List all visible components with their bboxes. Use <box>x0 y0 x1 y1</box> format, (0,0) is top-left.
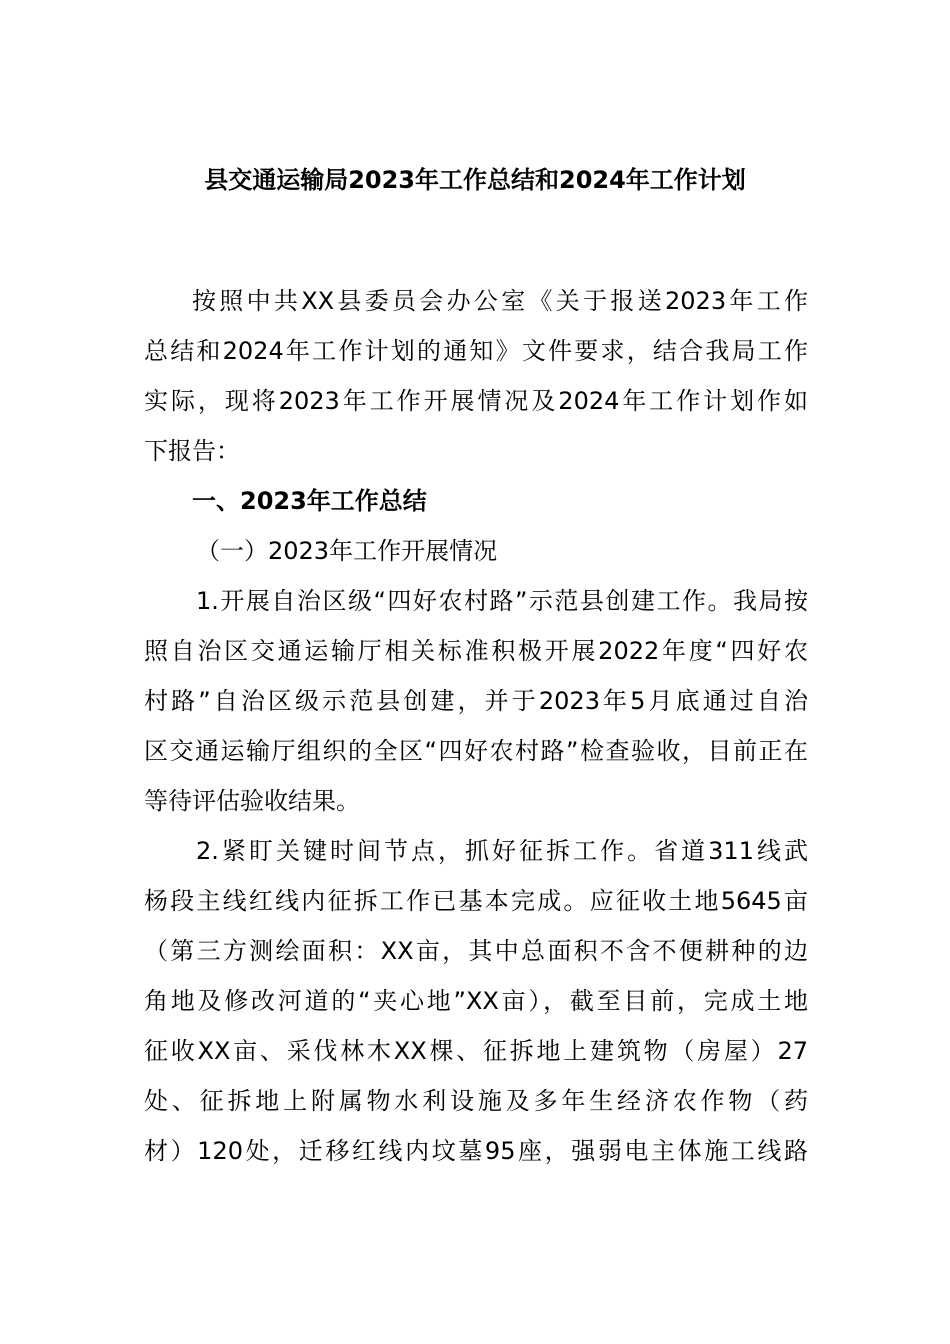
paragraph-line: 处、征拆地上附属物水利设施及多年生经济农作物（药 <box>144 1087 808 1115</box>
paragraph-line: 总结和2024年工作计划的通知》文件要求，结合我局工作 <box>144 337 808 365</box>
paragraph-line: 按照中共XX县委员会办公室《关于报送2023年工作 <box>192 287 808 315</box>
paragraph-line: 下报告： <box>144 437 240 465</box>
document-title: 县交通运输局2023年工作总结和2024年工作计划 <box>204 166 746 194</box>
subsection-heading: （一）2023年工作开展情况 <box>196 537 498 565</box>
paragraph-line: 实际，现将2023年工作开展情况及2024年工作计划作如 <box>144 387 808 415</box>
section-heading: 一、2023年工作总结 <box>192 487 427 515</box>
paragraph-line: 角地及修改河道的“夹心地”XX亩），截至目前，完成土地 <box>144 987 808 1015</box>
paragraph-line: 村路”自治区级示范县创建，并于2023年5月底通过自治 <box>144 687 808 715</box>
paragraph-line: 照自治区交通运输厅相关标准积极开展2022年度“四好农 <box>144 637 808 665</box>
paragraph-line: 杨段主线红线内征拆工作已基本完成。应征收土地5645亩 <box>144 887 808 915</box>
paragraph-line: 1.开展自治区级“四好农村路”示范县创建工作。我局按 <box>196 587 808 615</box>
paragraph-line: 材）120处，迁移红线内坟墓95座，强弱电主体施工线路 <box>144 1137 808 1165</box>
paragraph-line: （第三方测绘面积：XX亩，其中总面积不含不便耕种的边 <box>144 937 808 965</box>
paragraph-line: 征收XX亩、采伐林木XX棵、征拆地上建筑物（房屋）27 <box>144 1037 808 1065</box>
paragraph-line: 区交通运输厅组织的全区“四好农村路”检查验收，目前正在 <box>144 737 808 765</box>
paragraph-line: 等待评估验收结果。 <box>144 787 360 815</box>
paragraph-line: 2.紧盯关键时间节点，抓好征拆工作。省道311线武 <box>196 837 808 865</box>
